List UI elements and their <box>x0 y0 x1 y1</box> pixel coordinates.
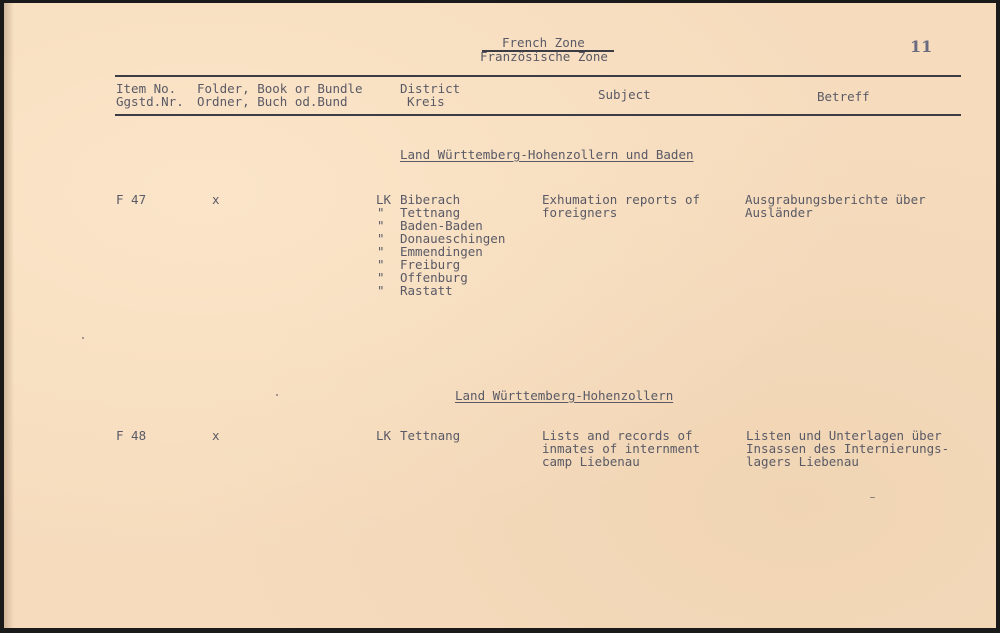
col-subject: Subject <box>598 87 651 102</box>
col-district-de: Kreis <box>407 94 445 109</box>
district-mark: " <box>377 283 385 298</box>
betreff-line: Listen und Unterlagen über <box>746 428 942 443</box>
district-name: Offenburg <box>400 270 468 285</box>
subject-line: Lists and records of <box>542 428 693 443</box>
section-heading: Land Württemberg-Hohenzollern und Baden <box>400 147 694 162</box>
page-edge-shadow <box>4 3 14 628</box>
district-mark: " <box>377 205 385 220</box>
district-name: Tettnang <box>400 428 461 443</box>
col-folder-en: Folder, Book or Bundle <box>197 81 363 96</box>
district-mark: LK <box>376 428 392 443</box>
district-mark: " <box>377 257 385 272</box>
betreff-line: Ausländer <box>745 205 813 220</box>
district-name: Baden-Baden <box>400 218 483 233</box>
betreff-line: lagers Liebenau <box>746 454 859 469</box>
district-name: Biberach <box>400 192 461 207</box>
betreff-line: Insassen des Internierungs- <box>746 441 950 456</box>
document-page <box>4 3 996 628</box>
col-district-en: District <box>400 81 461 96</box>
subject-line: Exhumation reports of <box>542 192 701 207</box>
subject-line: inmates of internment <box>542 441 701 456</box>
section-heading: Land Württemberg-Hohenzollern <box>455 388 674 403</box>
district-name: Donaueschingen <box>400 231 506 246</box>
district-mark: " <box>377 270 385 285</box>
district-name: Freiburg <box>400 257 461 272</box>
zone-title-de: Französische Zone <box>480 49 608 64</box>
col-item-de: Ggstd.Nr. <box>116 94 184 109</box>
page-number: 11 <box>910 37 933 56</box>
district-name: Rastatt <box>400 283 453 298</box>
header-bottom-rule <box>115 114 961 116</box>
district-mark: " <box>377 218 385 233</box>
subject-line: foreigners <box>542 205 618 220</box>
district-name: Tettnang <box>400 205 461 220</box>
folder-value: x <box>212 428 220 443</box>
paper-speck <box>82 337 84 339</box>
district-name: Emmendingen <box>400 244 483 259</box>
col-folder-de: Ordner, Buch od.Bund <box>197 94 348 109</box>
district-mark: " <box>377 244 385 259</box>
item-number: F 48 <box>116 428 147 443</box>
district-mark: LK <box>376 192 392 207</box>
col-betreff: Betreff <box>817 89 870 104</box>
item-number: F 47 <box>116 192 147 207</box>
district-mark: " <box>377 231 385 246</box>
folder-value: x <box>212 192 220 207</box>
paper-speck <box>870 497 875 498</box>
col-item-en: Item No. <box>116 81 177 96</box>
paper-speck <box>276 394 278 396</box>
zone-title-en: French Zone <box>502 35 585 50</box>
subject-line: camp Liebenau <box>542 454 640 469</box>
header-top-rule <box>115 75 961 77</box>
betreff-line: Ausgrabungsberichte über <box>745 192 926 207</box>
